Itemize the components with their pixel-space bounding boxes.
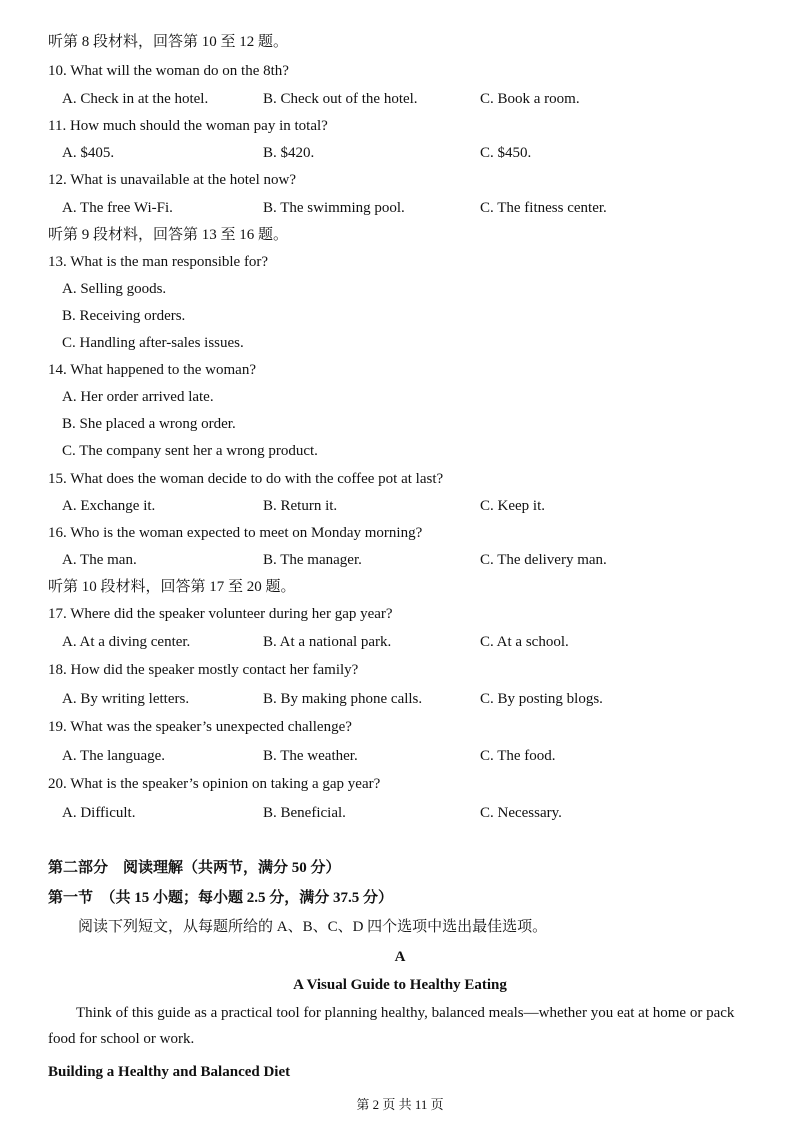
listening-instruction-8: 听第 8 段材料，回答第 10 至 12 题。 <box>48 34 289 50</box>
q15-option-c: C. Keep it. <box>480 498 545 514</box>
question-11: 11. How much should the woman pay in total? <box>48 118 328 134</box>
q20-option-c: C. Necessary. <box>480 805 562 821</box>
q15-option-b: B. Return it. <box>263 498 338 514</box>
q15-option-a: A. Exchange it. <box>62 498 156 514</box>
section1-heading: 第一节 （共 15 小题；每小题 2.5 分，满分 37.5 分） <box>48 890 394 906</box>
q14-option-a: A. Her order arrived late. <box>62 389 214 405</box>
q12-option-a: A. The free Wi-Fi. <box>62 200 173 216</box>
question-19: 19. What was the speaker’s unexpected challenge? <box>48 719 352 735</box>
q17-option-b: B. At a national park. <box>263 634 392 650</box>
question-15: 15. What does the woman decide to do with the coffee pot at last? <box>48 471 444 487</box>
q17-option-c: C. At a school. <box>480 634 569 650</box>
q10-option-b: B. Check out of the hotel. <box>263 91 418 107</box>
q13-option-b: B. Receiving orders. <box>62 308 186 324</box>
question-20: 20. What is the speaker’s opinion on taking a gap year? <box>48 776 381 792</box>
question-14: 14. What happened to the woman? <box>48 362 256 378</box>
q16-option-a: A. The man. <box>62 552 137 568</box>
question-10: 10. What will the woman do on the 8th? <box>48 63 289 79</box>
q17-option-a: A. At a diving center. <box>62 634 191 650</box>
reading-instruction: 阅读下列短文，从每题所给的 A、B、C、D 四个选项中选出最佳选项。 <box>78 919 548 935</box>
q13-option-a: A. Selling goods. <box>62 281 167 297</box>
q16-option-c: C. The delivery man. <box>480 552 607 568</box>
question-12: 12. What is unavailable at the hotel now? <box>48 172 296 188</box>
q11-option-c: C. $450. <box>480 145 532 161</box>
listening-instruction-9: 听第 9 段材料，回答第 13 至 16 题。 <box>48 227 289 243</box>
passage-subheading: Building a Healthy and Balanced Diet <box>48 1064 291 1080</box>
question-18: 18. How did the speaker mostly contact her family? <box>48 662 359 678</box>
q20-option-b: B. Beneficial. <box>263 805 346 821</box>
q10-option-a: A. Check in at the hotel. <box>62 91 209 107</box>
passage-title: A Visual Guide to Healthy Eating <box>293 977 507 993</box>
q18-option-c: C. By posting blogs. <box>480 691 603 707</box>
question-13: 13. What is the man responsible for? <box>48 254 269 270</box>
q14-option-b: B. She placed a wrong order. <box>62 416 236 432</box>
question-17: 17. Where did the speaker volunteer during her gap year? <box>48 606 393 622</box>
q16-option-b: B. The manager. <box>263 552 362 568</box>
listening-instruction-10: 听第 10 段材料，回答第 17 至 20 题。 <box>48 579 296 595</box>
part2-heading: 第二部分 阅读理解（共两节，满分 50 分） <box>48 860 341 876</box>
q11-option-a: A. $405. <box>62 145 115 161</box>
passage-letter: A <box>394 949 406 965</box>
q12-option-b: B. The swimming pool. <box>263 200 405 216</box>
question-16: 16. Who is the woman expected to meet on Monday morning? <box>48 525 423 541</box>
q18-option-a: A. By writing letters. <box>62 691 190 707</box>
q10-option-c: C. Book a room. <box>480 91 580 107</box>
q20-option-a: A. Difficult. <box>62 805 136 821</box>
q19-option-b: B. The weather. <box>263 748 358 764</box>
q12-option-c: C. The fitness center. <box>480 200 607 216</box>
passage-intro: Think of this guide as a practical tool for planning healthy, balanced meals—whether you eat at home or pack food for school or work. <box>48 1005 735 1047</box>
q13-option-c: C. Handling after-sales issues. <box>62 335 244 351</box>
q18-option-b: B. By making phone calls. <box>263 691 423 707</box>
page-footer: 第 2 页 共 11 页 <box>356 1097 444 1112</box>
q19-option-c: C. The food. <box>480 748 556 764</box>
q14-option-c: C. The company sent her a wrong product. <box>62 443 318 459</box>
q19-option-a: A. The language. <box>62 748 166 764</box>
q11-option-b: B. $420. <box>263 145 315 161</box>
